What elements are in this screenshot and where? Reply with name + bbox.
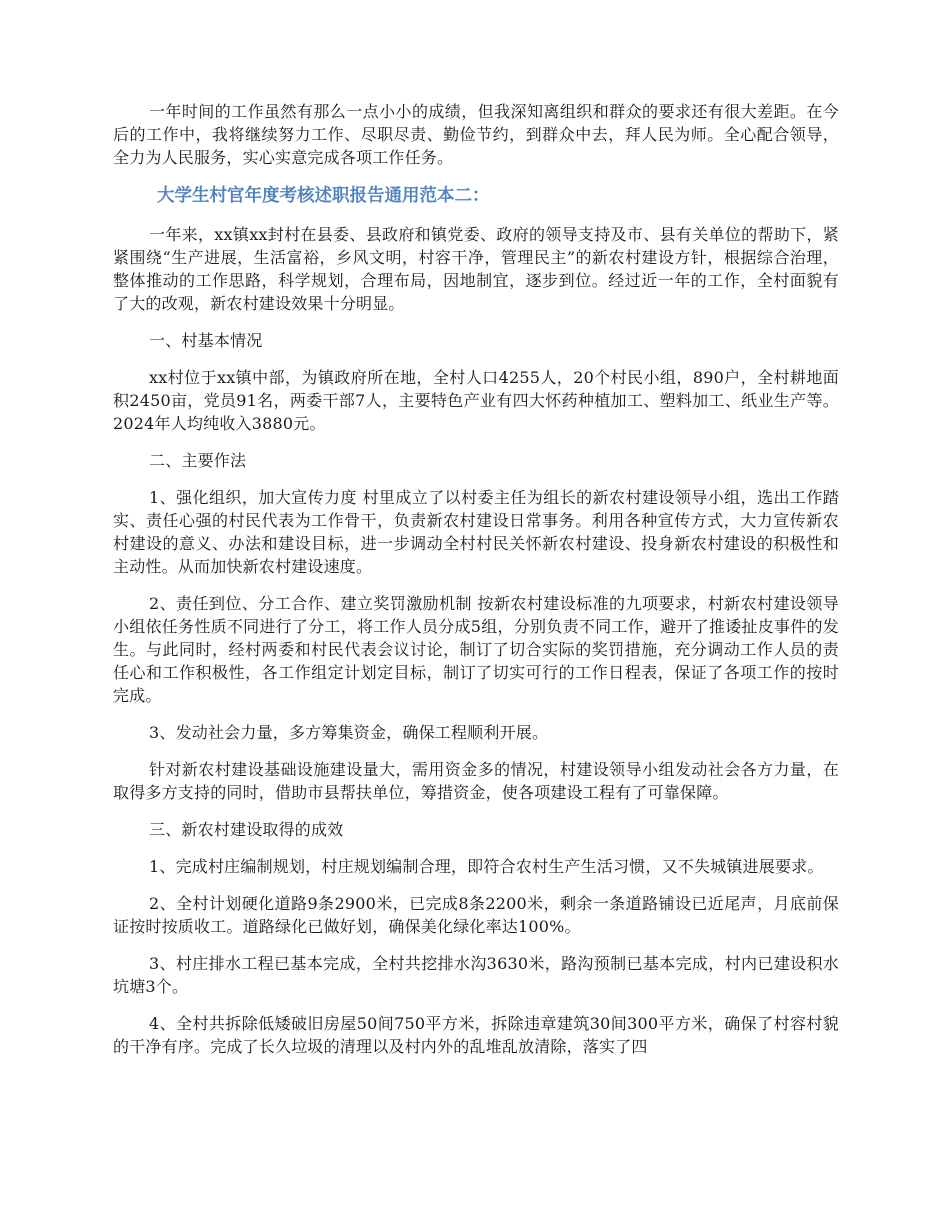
paragraph-method-2: 2、责任到位、分工合作、建立奖罚激励机制 按新农村建设标准的九项要求，村新农村建设领导小组依任务性质不同进行了分工，将工作人员分成5组，分别负责不同工作，避开了推诿扯皮事件的发生。与此同时，经村两委和村民代表会议讨论，制订了切合实际的奖罚措施，充分调动工作人员的责任心和工作积极性，各工作组定计划定目标，制订了切实可行的工作日程表，保证了各项工作的按时完成。: [113, 594, 839, 705]
paragraph-achievement-2: 2、全村计划硬化道路9条2900米，已完成8条2200米，剩余一条道路铺设已近尾声，月底前保证按时按质收工。道路绿化已做好划，确保美化绿化率达100%。: [113, 894, 839, 936]
document-page: [113, 100, 839, 1072]
paragraph-method-3-detail: 针对新农村建设基础设施建设量大，需用资金多的情况，村建设领导小组发动社会各方力量，在取得多方支持的同时，借助市县帮扶单位，筹措资金，使各项建设工程有了可靠保障。: [113, 760, 839, 802]
paragraph-opening: 一年来，xx镇xx封村在县委、县政府和镇党委、政府的领导支持及市、县有关单位的帮助下，紧紧围绕“生产进展，生活富裕，乡风文明，村容干净，管理民主”的新农村建设方针，根据综合治理，整体推动的工作思路，科学规划，合理布局，因地制宜，逐步到位。经过近一年的工作，全村面貌有了大的改观，新农村建设效果十分明显。: [113, 225, 839, 313]
paragraph-village-basics: xx村位于xx镇中部，为镇政府所在地，全村人口4255人，20个村民小组，890户，全村耕地面积2450亩，党员91名，两委干部7人，主要特色产业有四大怀药种植加工、塑料加工、纸业生产等。2024年人均纯收入3880元。: [113, 368, 839, 433]
paragraph-achievement-3: 3、村庄排水工程已基本完成，全村共挖排水沟3630米，路沟预制已基本完成，村内已建设积水坑塘3个。: [113, 954, 839, 996]
paragraph-method-3: 3、发动社会力量，多方筹集资金，确保工程顺利开展。: [149, 723, 549, 742]
section-heading: 大学生村官年度考核述职报告通用范本二：: [157, 186, 490, 206]
subheading-achievements: 三、新农村建设取得的成效: [149, 820, 344, 839]
subheading-main-methods: 二、主要作法: [149, 451, 247, 470]
paragraph-achievement-4: 4、全村共拆除低矮破旧房屋50间750平方米，拆除违章建筑30间300平方米，确保了村容村貌的干净有序。完成了长久垃圾的清理以及村内外的乱堆乱放清除，落实了四: [113, 1014, 839, 1056]
subheading-village-basics: 一、村基本情况: [149, 331, 263, 350]
paragraph-method-1: 1、强化组织，加大宣传力度 村里成立了以村委主任为组长的新农村建设领导小组，选出工作踏实、责任心强的村民代表为工作骨干，负责新农村建设日常事务。利用各种宣传方式，大力宣传新农村建设的意义、办法和建设目标，进一步调动全村村民关怀新农村建设、投身新农村建设的积极性和主动性。从而加快新农村建设速度。: [113, 488, 839, 576]
intro-paragraph: 一年时间的工作虽然有那么一点小小的成绩，但我深知离组织和群众的要求还有很大差距。在今后的工作中，我将继续努力工作、尽职尽责、勤俭节约，到群众中去，拜人民为师。全心配合领导，全力为人民服务，实心实意完成各项工作任务。: [113, 102, 839, 167]
paragraph-achievement-1: 1、完成村庄编制规划，村庄规划编制合理，即符合农村生产生活习惯，又不失城镇进展要求。: [149, 857, 824, 876]
